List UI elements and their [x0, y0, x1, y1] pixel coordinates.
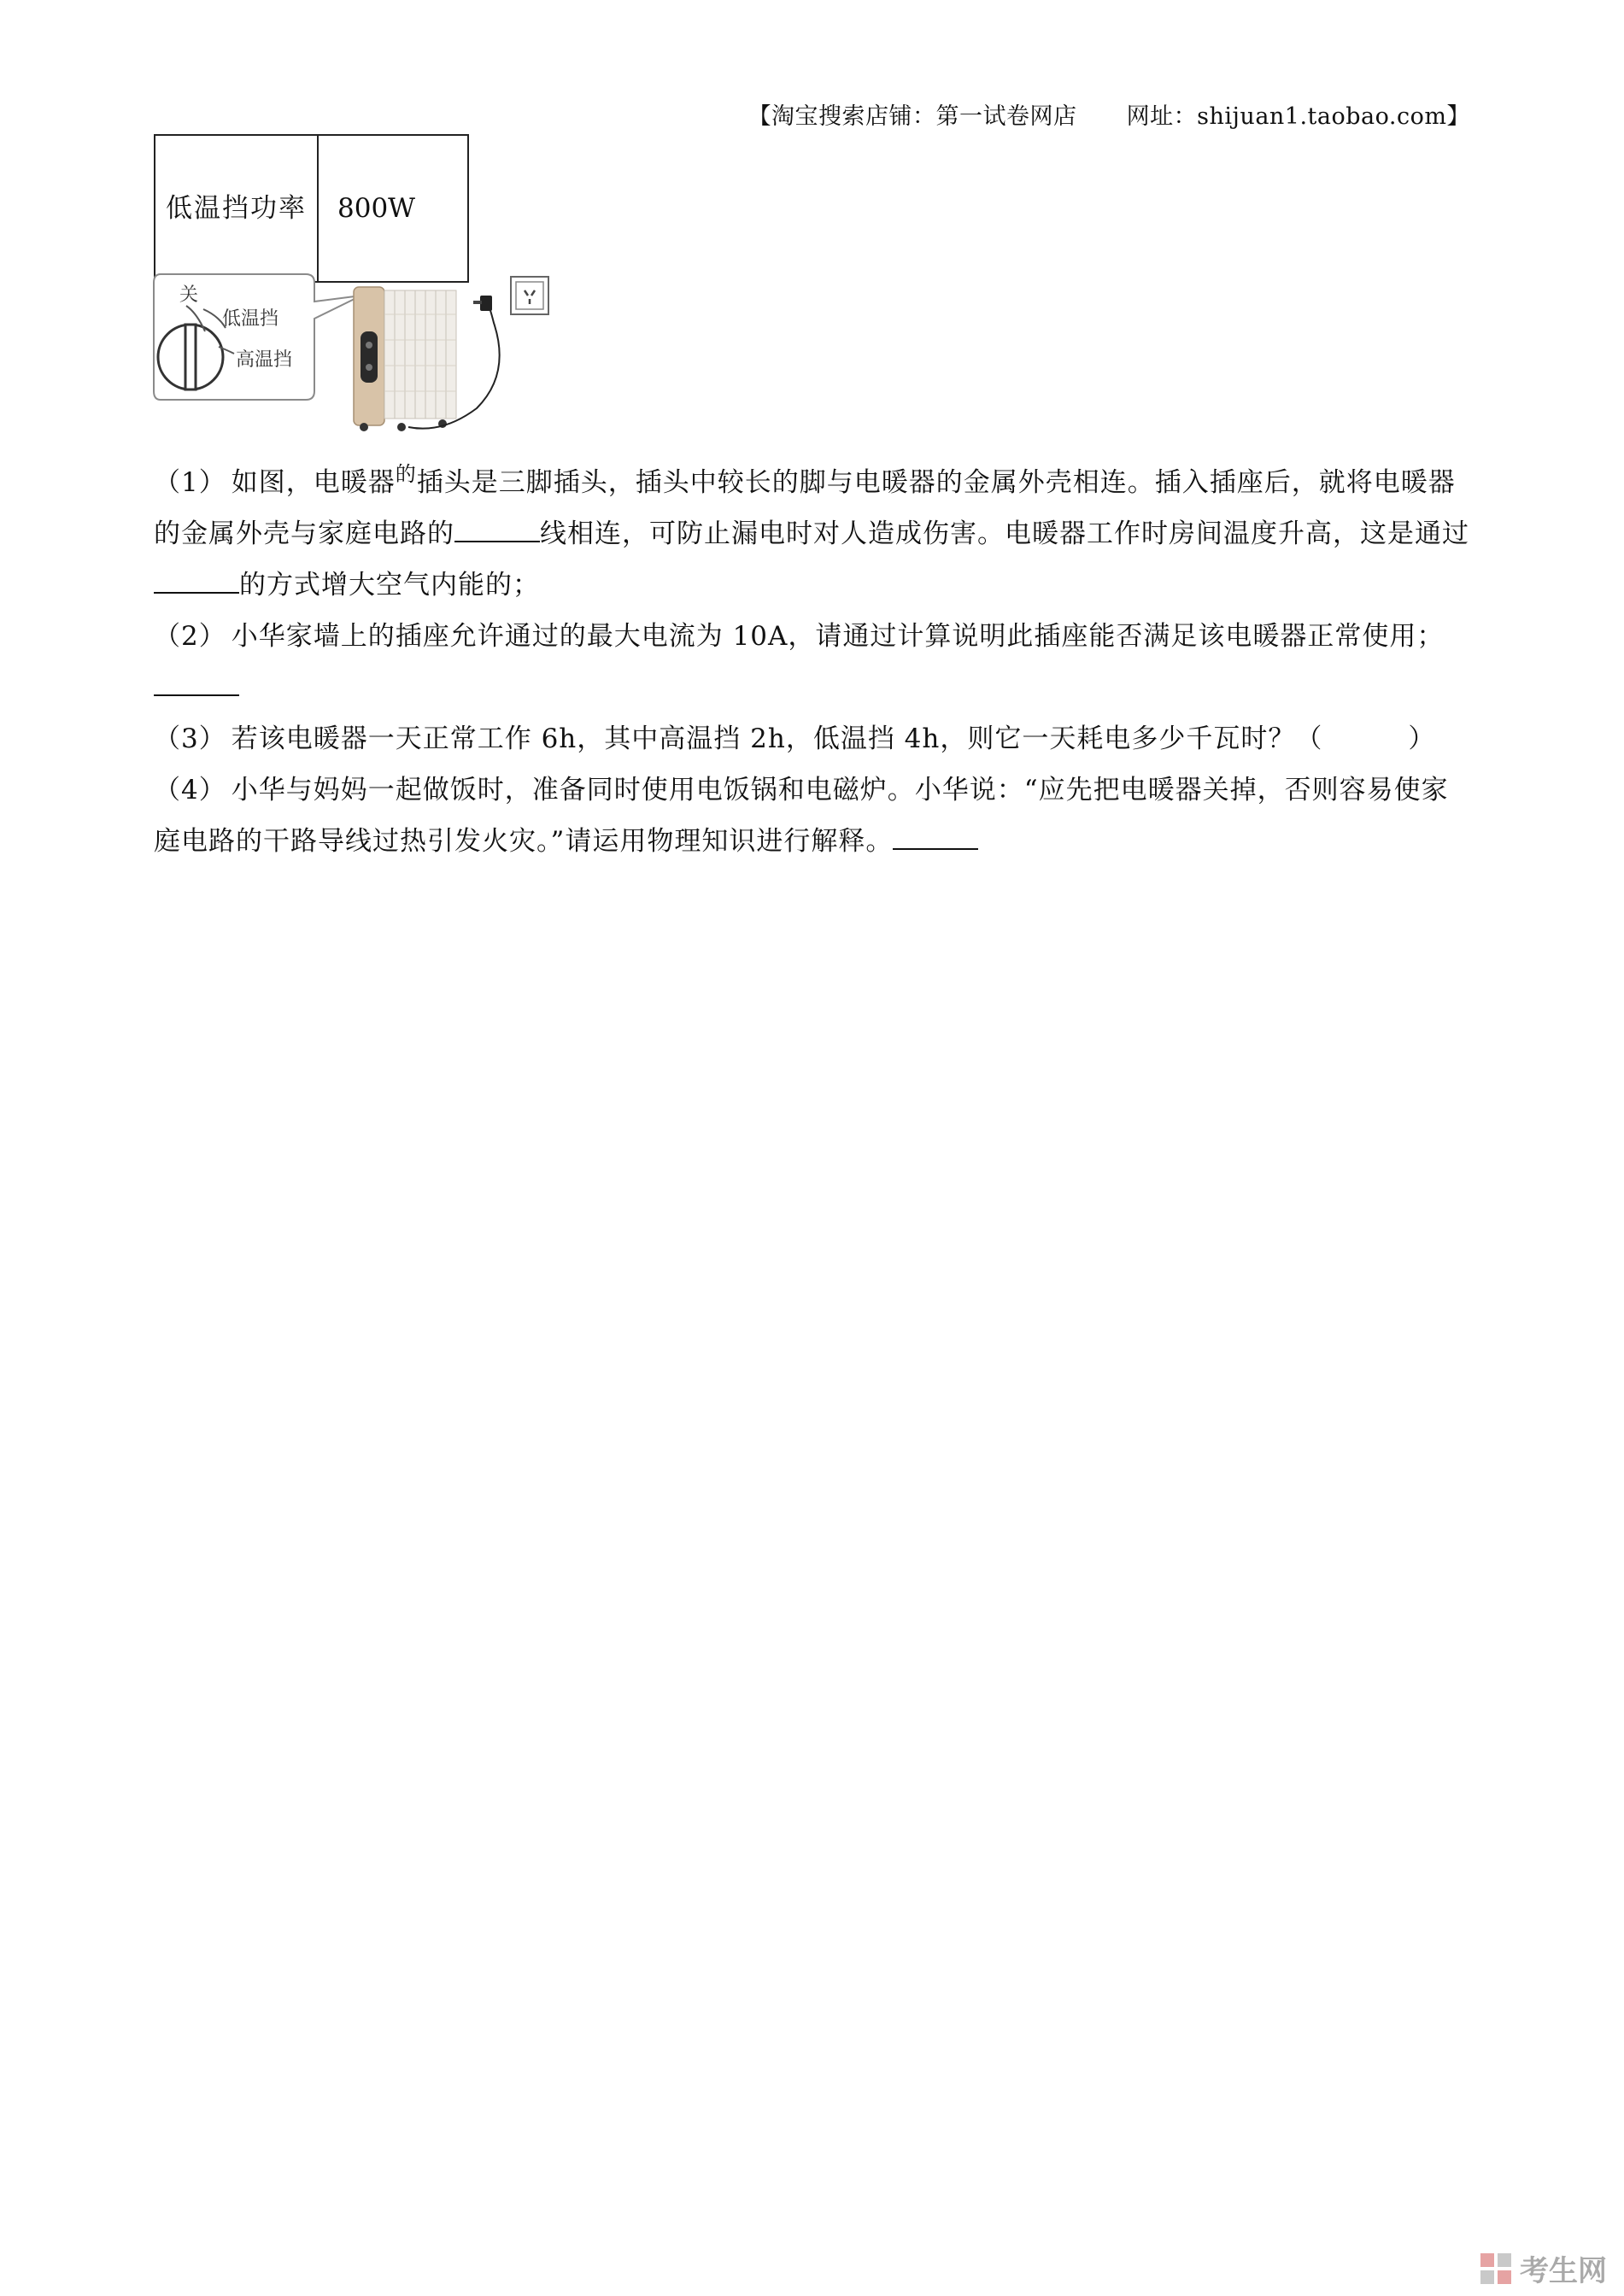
- header-shop: 【淘宝搜索店铺：第一试卷网店: [748, 103, 1077, 130]
- table-row: [155, 135, 468, 282]
- answer-blank[interactable]: [154, 566, 239, 594]
- question-number: （2）: [154, 621, 226, 652]
- question-text: 若该电暖器一天正常工作 6h，其中高温挡 2h，低温挡 4h，则它一天耗电多少千瓦时？（: [231, 723, 1323, 754]
- answer-blank[interactable]: [454, 515, 540, 542]
- knob-icon: [158, 325, 223, 390]
- question-text: ）: [1408, 723, 1436, 754]
- question-text: 小华与妈妈一起做饭时，准备同时使用电饭锅和电磁炉。小华说：“应先把电暖器关掉，否则容易使家庭电路的干路导线过热引发火灾。”请运用物理知识进行解释。: [154, 775, 1449, 857]
- knob-label-low: 低温挡: [222, 308, 279, 330]
- heater-icon: [354, 287, 456, 431]
- knob-label-off: 关: [179, 284, 199, 306]
- socket-icon: [511, 277, 548, 314]
- question-1: [154, 457, 1469, 611]
- question-text: 如图，电暖器: [231, 467, 396, 498]
- knob-callout: [154, 274, 361, 400]
- header-site: 网址：shijuan1.taobao.com】: [1126, 103, 1470, 130]
- kaosheng-logo-icon: [1479, 2252, 1513, 2286]
- question-3: [154, 713, 1469, 764]
- question-text: 的方式增大空气内能的；: [239, 570, 540, 600]
- question-text: 线相连，可防止漏电时对人造成伤害。电暖器工作时房间温度升高，这是通过: [540, 518, 1469, 549]
- heater-figure: [152, 272, 562, 434]
- spec-value: 800W: [318, 135, 468, 282]
- answer-blank[interactable]: [893, 823, 978, 850]
- question-4: [154, 764, 1469, 867]
- spec-label: 低温挡功率: [155, 135, 318, 282]
- question-number: （4）: [154, 775, 226, 805]
- question-text: 插头是三脚插头，插头中较长的脚与电暖器的金属外壳相连。插入插座后，就将电暖器的金属外壳与家庭电路的: [154, 467, 1456, 549]
- spec-table: [154, 134, 469, 283]
- question-2: [154, 611, 1469, 713]
- knob-label-high: 高温挡: [236, 349, 293, 371]
- question-text: 的: [395, 462, 417, 486]
- page-header: [748, 97, 1470, 131]
- question-number: （1）: [154, 467, 226, 498]
- answer-blank[interactable]: [154, 669, 239, 696]
- question-text: 小华家墙上的插座允许通过的最大电流为 10A，请通过计算说明此插座能否满足该电暖器正常使用；: [231, 621, 1445, 652]
- watermark: [1479, 2247, 1607, 2289]
- watermark-text: 考生网: [1520, 2254, 1607, 2288]
- plug-icon: [473, 296, 492, 311]
- question-list: [154, 457, 1469, 867]
- question-number: （3）: [154, 723, 226, 754]
